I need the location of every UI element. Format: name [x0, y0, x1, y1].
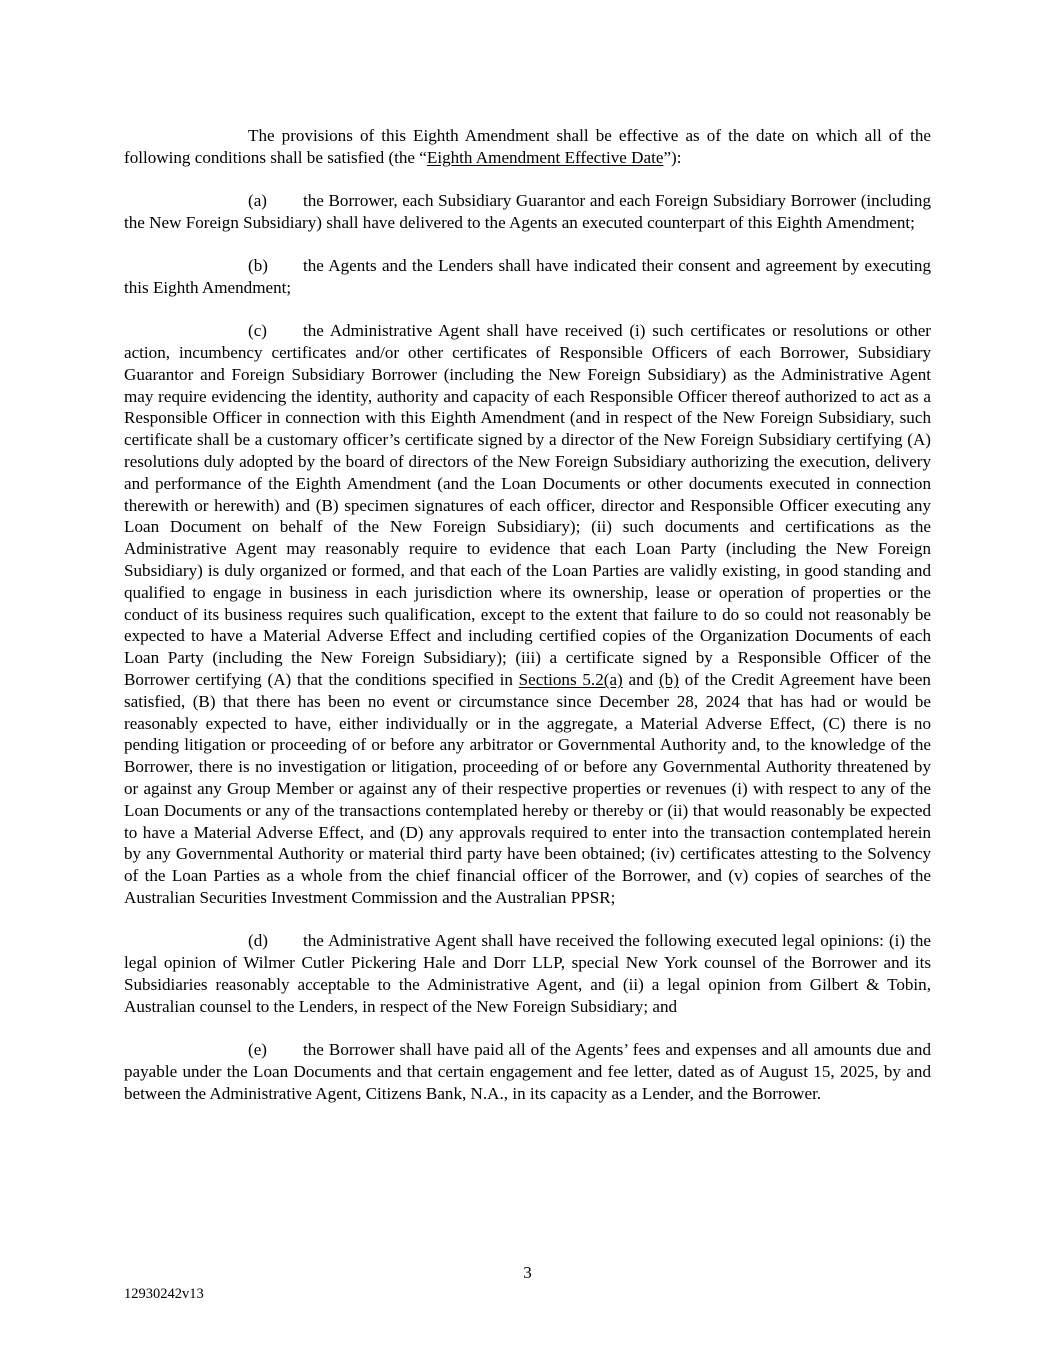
clause-c-text-1: the Administrative Agent shall have received (i) such certificates or resolutions or other action, incumbency certificates and/or other certificates of Responsible Officers of each Borrower, Subsidiary Guarantor and Foreign Subsidiary Borrower (including the New Foreign Subsidiary) as the Administrative Agent may require evidencing the identity, authority and capacity of each Responsible Officer thereof authorized to act as a Responsible Officer in connection with this Eighth Amendment (and in respect of the New Foreign Subsidiary, such certificate shall be a customary officer’s certificate signed by a director of the New Foreign Subsidiary certifying (A) resolutions duly adopted by the board of directors of the New Foreign Subsidiary authorizing the execution, delivery and performance of the Eighth Amendment (and the Loan Documents or other documents executed in connection therewith or herewith) and (B) specimen signatures of each officer, director and Responsible Officer executing any Loan Document on behalf of the New Foreign Subsidiary); (ii) such documents and certifications as the Administrative Agent may reasonably require to evidence that each Loan Party (including the New Foreign Subsidiary) is duly organized or formed, and that each of the Loan Parties are validly existing, in good standing and qualified to engage in business in each jurisdiction where its ownership, lease or operation of properties or the conduct of its business requires such qualification, except to the extent that failure to do so could not reasonably be expected to have a Material Adverse Effect and including certified copies of the Organization Documents of each Loan Party (including the New Foreign Subsidiary); (iii) a certificate signed by a Responsible Officer of the Borrower certifying (A) that the conditions specified in [124, 321, 931, 690]
section-reference-5-2a: Sections 5.2(a) [518, 670, 623, 690]
clause-c-text-3: of the Credit Agreement have been satisfied, (B) that there has been no event or circumstance since December 28, 2024 that has had or would be reasonably expected to have, either individually or in the aggregate, a Material Adverse Effect, (C) there is no pending litigation or proceeding of or before any arbitrator or Governmental Authority and, to the knowledge of the Borrower, there is no investigation or litigation, proceeding of or before any Governmental Authority threatened by or against any Group Member or against any of their respective properties or revenues (i) with respect to any of the Loan Documents or any of the transactions contemplated hereby or thereby or (ii) that would reasonably be expected to have a Material Adverse Effect, and (D) any approvals required to enter into the transaction contemplated herein by any Governmental Authority or material third party have been obtained; (iv) certificates attesting to the Solvency of the Loan Parties as a whole from the chief financial officer of the Borrower, and (v) copies of searches of the Australian Securities Investment Commission and the Australian PPSR; [124, 670, 931, 907]
document-body [124, 125, 931, 1126]
clause-c-text-2: and [622, 670, 659, 690]
clause-c-label: (c) [248, 321, 267, 341]
clause-e-text: the Borrower shall have paid all of the Agents’ fees and expenses and all amounts due and payable under the Loan Documents and that certain engagement and fee letter, dated as of August 15, 2025, by and between the Administrative Agent, Citizens Bank, N.A., in its capacity as a Lender, and the Borrower. [124, 1039, 931, 1103]
clause-a-label: (a) [248, 191, 267, 211]
clause-d-label: (d) [248, 931, 268, 951]
clause-a [124, 190, 931, 234]
section-reference-b: (b) [658, 670, 679, 690]
clause-a-text: the Borrower, each Subsidiary Guarantor and each Foreign Subsidiary Borrower (including the New Foreign Subsidiary) shall have delivered to the Agents an executed counterpart of this Eighth Amendment; [124, 191, 931, 232]
clause-e [124, 1039, 931, 1104]
clause-c [124, 320, 931, 909]
page-number: 3 [523, 1263, 532, 1282]
intro-paragraph [124, 125, 931, 169]
clause-b-text: the Agents and the Lenders shall have indicated their consent and agreement by executing this Eighth Amendment; [124, 256, 931, 297]
intro-text-after: ”): [663, 147, 682, 167]
clause-d [124, 930, 931, 1017]
clause-d-text: the Administrative Agent shall have received the following executed legal opinions: (i) the legal opinion of Wilmer Cutler Pickering Hale and Dorr LLP, special New York counsel of the Borrower and its Subsidiaries reasonably acceptable to the Administrative Agent, and (ii) a legal opinion from Gilbert & Tobin, Australian counsel to the Lenders, in respect of the New Foreign Subsidiary; and [124, 931, 931, 1016]
clause-b-label: (b) [248, 256, 268, 276]
defined-term-effective-date: Eighth Amendment Effective Date [426, 147, 664, 167]
clause-e-label: (e) [248, 1039, 267, 1059]
clause-b [124, 255, 931, 299]
document-id: 12930242v13 [124, 1286, 204, 1302]
intro-text-before: The provisions of this Eighth Amendment shall be effective as of the date on which all of the following conditions shall be satisfied (the “ [124, 126, 931, 167]
